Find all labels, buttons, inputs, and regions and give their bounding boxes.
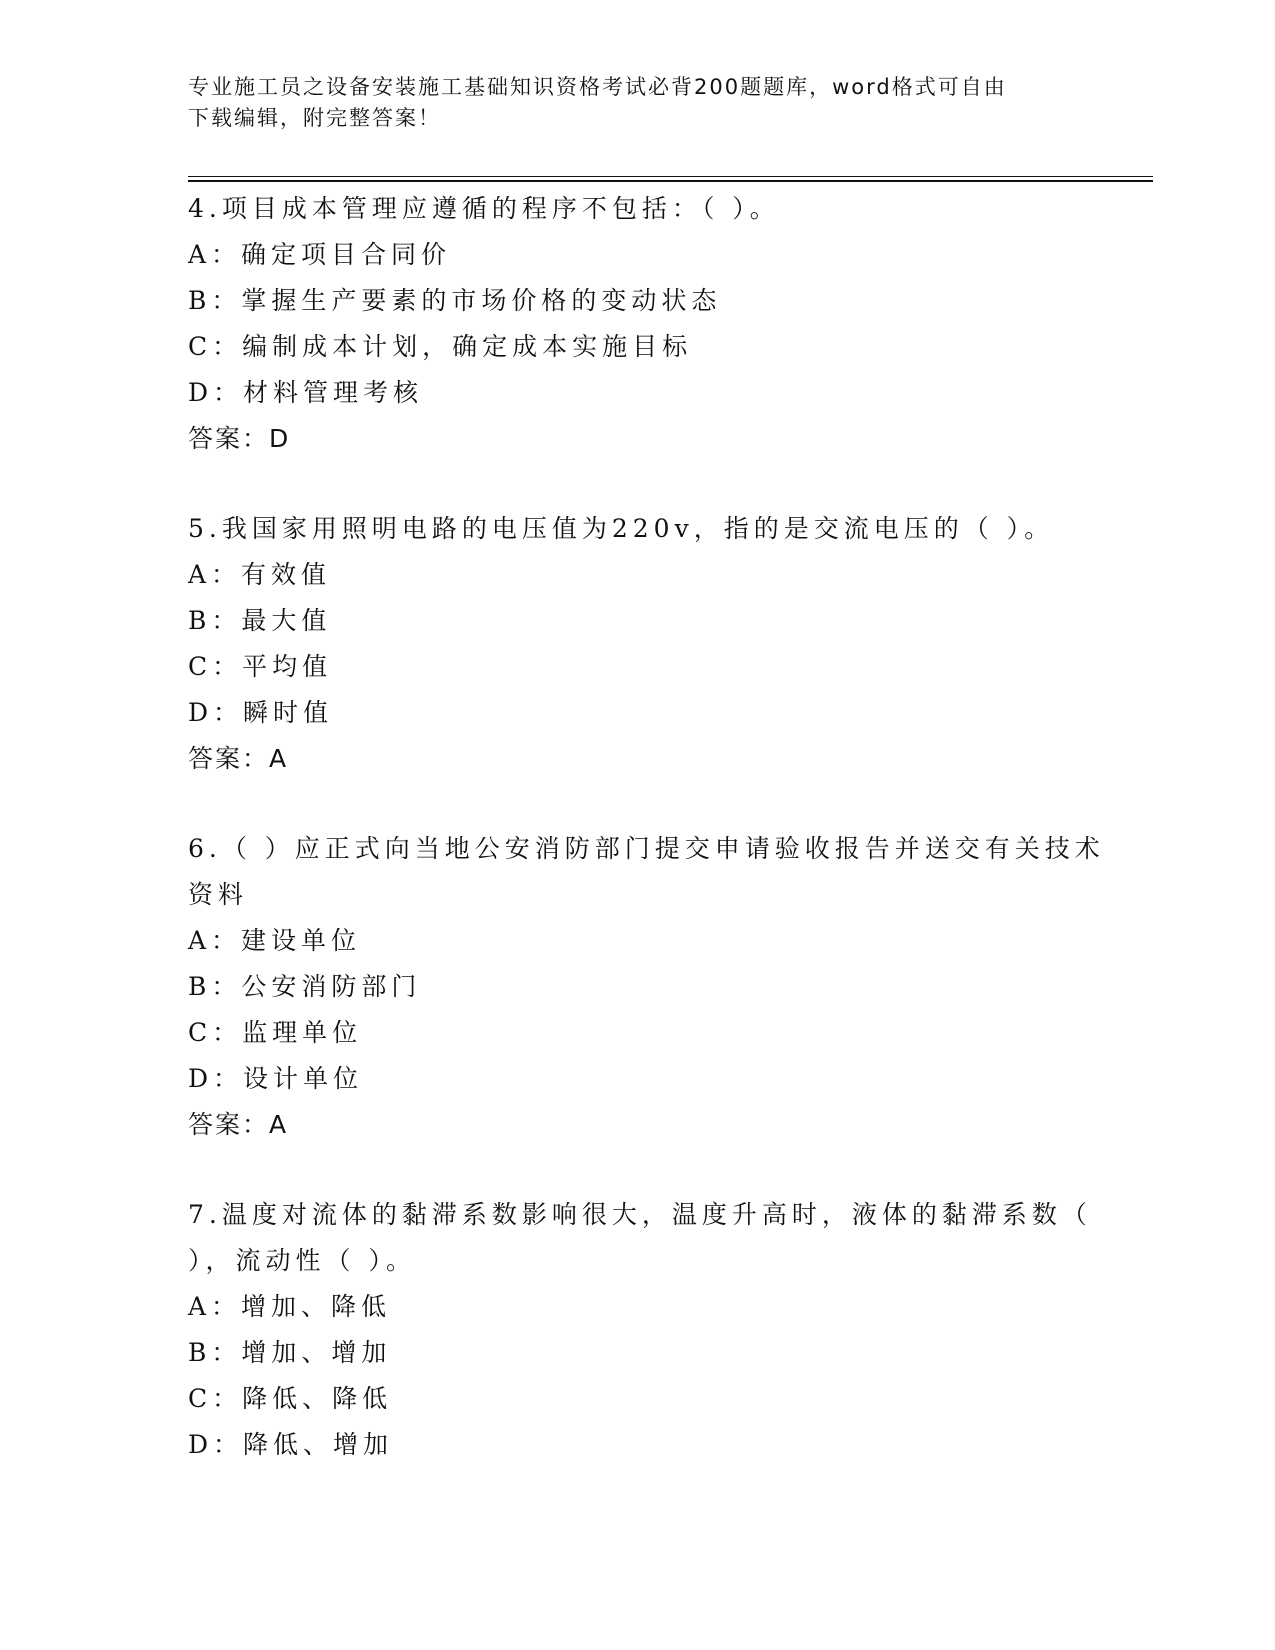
option-a: A：确定项目合同价 bbox=[188, 240, 452, 269]
question-text-line-1: 7.温度对流体的黏滞系数影响很大，温度升高时，液体的黏滞系数（ bbox=[188, 1200, 1092, 1229]
option-d: D：降低、增加 bbox=[188, 1430, 394, 1459]
option-b: B：公安消防部门 bbox=[188, 972, 422, 1001]
header-line-1: 专业施工员之设备安装施工基础知识资格考试必背200题题库，word格式可自由 bbox=[188, 75, 1007, 99]
question-text: 5.我国家用照明电路的电压值为220v，指的是交流电压的（ ）。 bbox=[188, 514, 1055, 543]
option-b: B：最大值 bbox=[188, 606, 332, 635]
question-text-line-2: 资料 bbox=[188, 880, 249, 909]
header-line-2: 下载编辑，附完整答案！ bbox=[188, 106, 441, 130]
document-header bbox=[188, 72, 1068, 134]
answer: 答案：A bbox=[188, 744, 289, 773]
option-b: B：掌握生产要素的市场价格的变动状态 bbox=[188, 286, 722, 315]
question-4 bbox=[188, 186, 1088, 462]
question-text-line-2: ），流动性（ ）。 bbox=[188, 1246, 416, 1275]
question-text: 4.项目成本管理应遵循的程序不包括：（ ）。 bbox=[188, 194, 780, 223]
spacer bbox=[188, 782, 1088, 826]
option-c: C：编制成本计划，确定成本实施目标 bbox=[188, 332, 693, 361]
question-text-line-1: 6.（ ）应正式向当地公安消防部门提交申请验收报告并送交有关技术 bbox=[188, 834, 1105, 863]
spacer bbox=[188, 1148, 1088, 1192]
header-divider-thick bbox=[188, 180, 1153, 182]
question-6 bbox=[188, 826, 1105, 1148]
option-a: A：建设单位 bbox=[188, 926, 362, 955]
question-5 bbox=[188, 506, 1088, 782]
answer: 答案：D bbox=[188, 424, 291, 453]
header-divider-thin bbox=[188, 176, 1153, 177]
answer: 答案：A bbox=[188, 1110, 289, 1139]
question-7 bbox=[188, 1192, 1092, 1468]
option-d: D：瞬时值 bbox=[188, 698, 334, 727]
option-c: C：平均值 bbox=[188, 652, 333, 681]
spacer bbox=[188, 462, 1088, 506]
question-list bbox=[188, 186, 1105, 1468]
option-d: D：设计单位 bbox=[188, 1064, 364, 1093]
option-b: B：增加、增加 bbox=[188, 1338, 392, 1367]
option-a: A：有效值 bbox=[188, 560, 332, 589]
option-c: C：降低、降低 bbox=[188, 1384, 393, 1413]
option-a: A：增加、降低 bbox=[188, 1292, 392, 1321]
option-c: C：监理单位 bbox=[188, 1018, 363, 1047]
option-d: D：材料管理考核 bbox=[188, 378, 424, 407]
